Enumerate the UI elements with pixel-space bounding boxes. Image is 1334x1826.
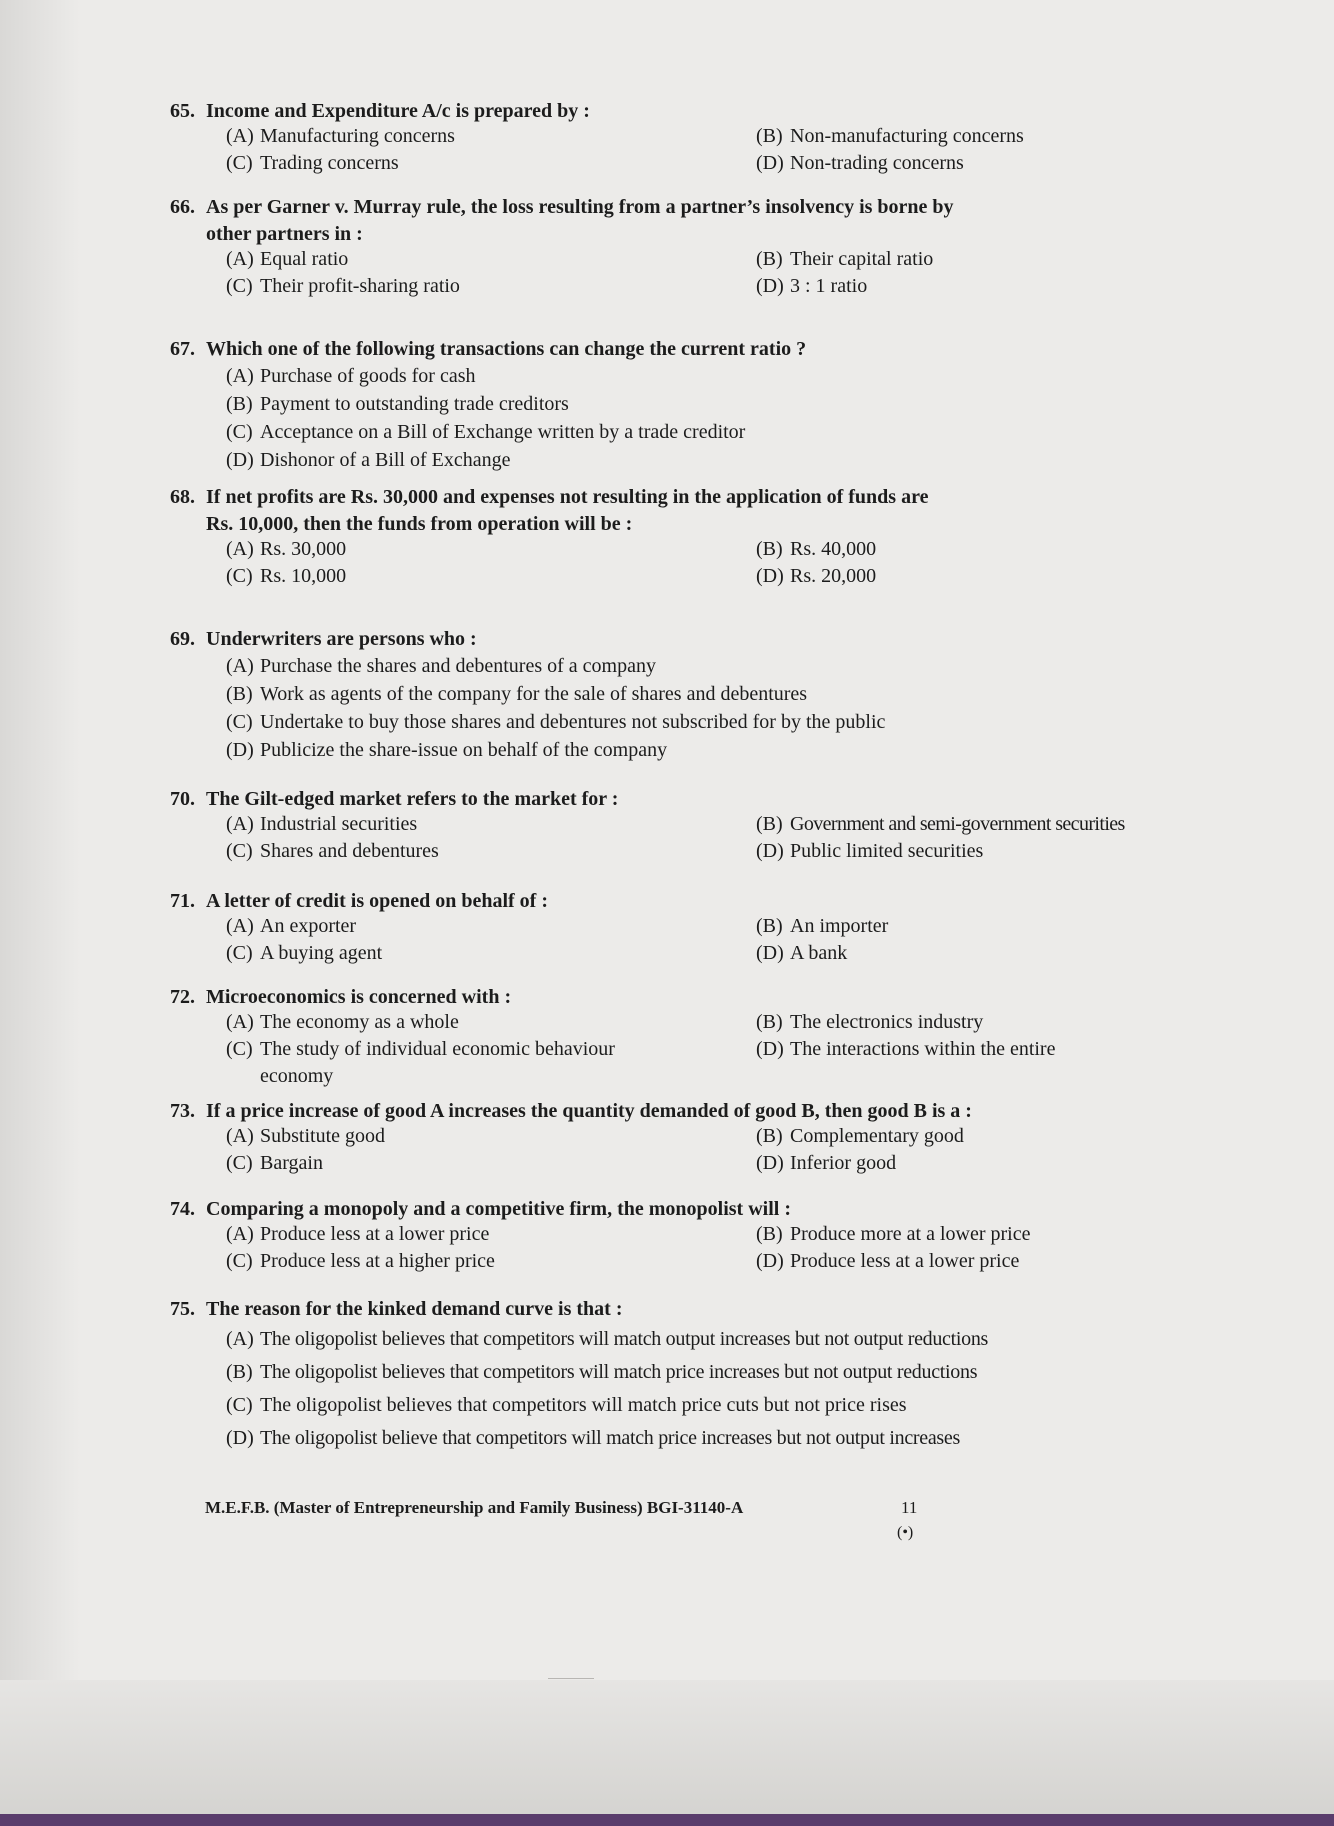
question-number: 68. [170, 486, 195, 508]
option-c: (C) Undertake to buy those shares and debentures not subscribed for by the public [226, 711, 886, 733]
option-a: (A) Substitute good [226, 1125, 386, 1147]
options-grid [170, 123, 1230, 177]
question-69 [170, 626, 1230, 765]
question-number: 69. [170, 628, 195, 650]
question-text: Comparing a monopoly and a competitive firm, the monopolist will : [206, 1198, 791, 1220]
options-grid [170, 913, 1230, 967]
option-b: (B) Their capital ratio [756, 248, 934, 270]
question-number: 66. [170, 196, 195, 218]
option-d: (D) Rs. 20,000 [756, 565, 877, 587]
option-b: (B) An importer [756, 915, 889, 937]
option-a: (A) Rs. 30,000 [226, 538, 347, 560]
options-grid [170, 811, 1230, 865]
question-70 [170, 786, 1230, 865]
question-number: 65. [170, 100, 195, 122]
question-text: Underwriters are persons who : [206, 628, 477, 650]
question-text: The reason for the kinked demand curve is that : [206, 1298, 623, 1320]
option-a: (A) The economy as a whole [226, 1011, 459, 1033]
question-number: 70. [170, 788, 195, 810]
option-d: (D) Dishonor of a Bill of Exchange [226, 449, 511, 471]
option-c: (C) Produce less at a higher price [226, 1250, 495, 1272]
question-66 [170, 194, 1230, 300]
option-a: (A) Purchase of goods for cash [226, 365, 476, 387]
option-d: (D) Publicize the share-issue on behalf of the company [226, 739, 668, 761]
question-text: Income and Expenditure A/c is prepared by : [206, 100, 590, 122]
page-shadow-left [0, 0, 80, 1826]
question-73 [170, 1098, 1230, 1177]
option-d: (D) Produce less at a lower price [756, 1250, 1020, 1272]
option-a: (A) Industrial securities [226, 813, 418, 835]
option-c: (C) Acceptance on a Bill of Exchange written by a trade creditor [226, 421, 746, 443]
question-text-continued: Rs. 10,000, then the funds from operation will be : [206, 513, 633, 535]
scan-artifact-line [548, 1678, 594, 1679]
question-68 [170, 484, 1230, 590]
question-text: As per Garner v. Murray rule, the loss resulting from a partner’s insolvency is borne by [206, 196, 954, 218]
option-b: (B) Complementary good [756, 1125, 964, 1147]
option-b: (B) The electronics industry [756, 1011, 984, 1033]
question-number: 67. [170, 338, 195, 360]
option-c: (C) Rs. 10,000 [226, 565, 347, 587]
question-text: The Gilt-edged market refers to the market for : [206, 788, 619, 810]
option-c: (C) Their profit-sharing ratio [226, 275, 460, 297]
option-d: (D) The interactions within the entire [756, 1038, 1056, 1060]
question-75 [170, 1296, 1230, 1455]
question-71 [170, 888, 1230, 967]
options-grid [170, 246, 1230, 300]
option-c: (C) The study of individual economic behaviour economy [226, 1038, 615, 1087]
question-text: If a price increase of good A increases the quantity demanded of good B, then good B is a : [206, 1100, 972, 1122]
question-number: 75. [170, 1298, 195, 1320]
option-d: (D) Non-trading concerns [756, 152, 964, 174]
options-grid [170, 1009, 1230, 1090]
question-text: A letter of credit is opened on behalf of : [206, 890, 549, 912]
option-a: (A) Manufacturing concerns [226, 125, 455, 147]
option-c-text-continued: economy [260, 1065, 334, 1087]
option-a: (A) Equal ratio [226, 248, 349, 270]
options-grid [170, 536, 1230, 590]
option-d: (D) Inferior good [756, 1152, 897, 1174]
option-b: (B) Non-manufacturing concerns [756, 125, 1024, 147]
option-b: (B) Government and semi-government securities [756, 813, 1125, 835]
question-74 [170, 1196, 1230, 1275]
option-c-text: The study of individual economic behaviour [260, 1038, 615, 1060]
option-a: (A) Produce less at a lower price [226, 1223, 490, 1245]
question-67 [170, 336, 1230, 475]
option-d: (D) Public limited securities [756, 840, 984, 862]
options-list [170, 653, 1230, 764]
option-b: (B) Payment to outstanding trade creditors [226, 393, 569, 415]
footer-course-code: M.E.F.B. (Master of Entrepreneurship and Family Business) BGI-31140-A [205, 1498, 744, 1517]
options-list [170, 363, 1230, 474]
option-a: (A) An exporter [226, 915, 357, 937]
question-number: 74. [170, 1198, 195, 1220]
question-72 [170, 984, 1230, 1090]
page-shadow-bottom [0, 1680, 1334, 1826]
page-number: 11 [901, 1498, 918, 1517]
question-65 [170, 98, 1230, 177]
option-a: (A) The oligopolist believes that competitors will match output increases but not output reductions [226, 1328, 989, 1350]
question-number: 71. [170, 890, 195, 912]
option-b: (B) Rs. 40,000 [756, 538, 877, 560]
question-number: 73. [170, 1100, 195, 1122]
question-text: If net profits are Rs. 30,000 and expenses not resulting in the application of funds are [206, 486, 929, 508]
question-text: Which one of the following transactions can change the current ratio ? [206, 338, 807, 360]
option-b: (B) The oligopolist believes that competitors will match price increases but not output reductions [226, 1361, 978, 1383]
option-b: (B) Produce more at a lower price [756, 1223, 1031, 1245]
page-footer [205, 1498, 1105, 1541]
options-grid [170, 1123, 1230, 1177]
question-text-continued: other partners in : [206, 223, 363, 245]
options-list [170, 1323, 1230, 1454]
option-c: (C) A buying agent [226, 942, 383, 964]
option-d: (D) 3 : 1 ratio [756, 275, 868, 297]
option-d: (D) The oligopolist believe that competitors will match price increases but not output increases [226, 1427, 960, 1449]
footer-mark: (•) [897, 1524, 914, 1541]
option-a: (A) Purchase the shares and debentures of a company [226, 655, 656, 677]
options-grid [170, 1221, 1230, 1275]
option-c: (C) Bargain [226, 1152, 323, 1174]
question-text: Microeconomics is concerned with : [206, 986, 512, 1008]
option-d: (D) A bank [756, 942, 848, 964]
option-c: (C) Trading concerns [226, 152, 399, 174]
option-b: (B) Work as agents of the company for the sale of shares and debentures [226, 683, 808, 705]
option-c: (C) The oligopolist believes that competitors will match price cuts but not price rises [226, 1394, 907, 1416]
option-c: (C) Shares and debentures [226, 840, 439, 862]
scan-bottom-edge [0, 1814, 1334, 1826]
question-number: 72. [170, 986, 195, 1008]
